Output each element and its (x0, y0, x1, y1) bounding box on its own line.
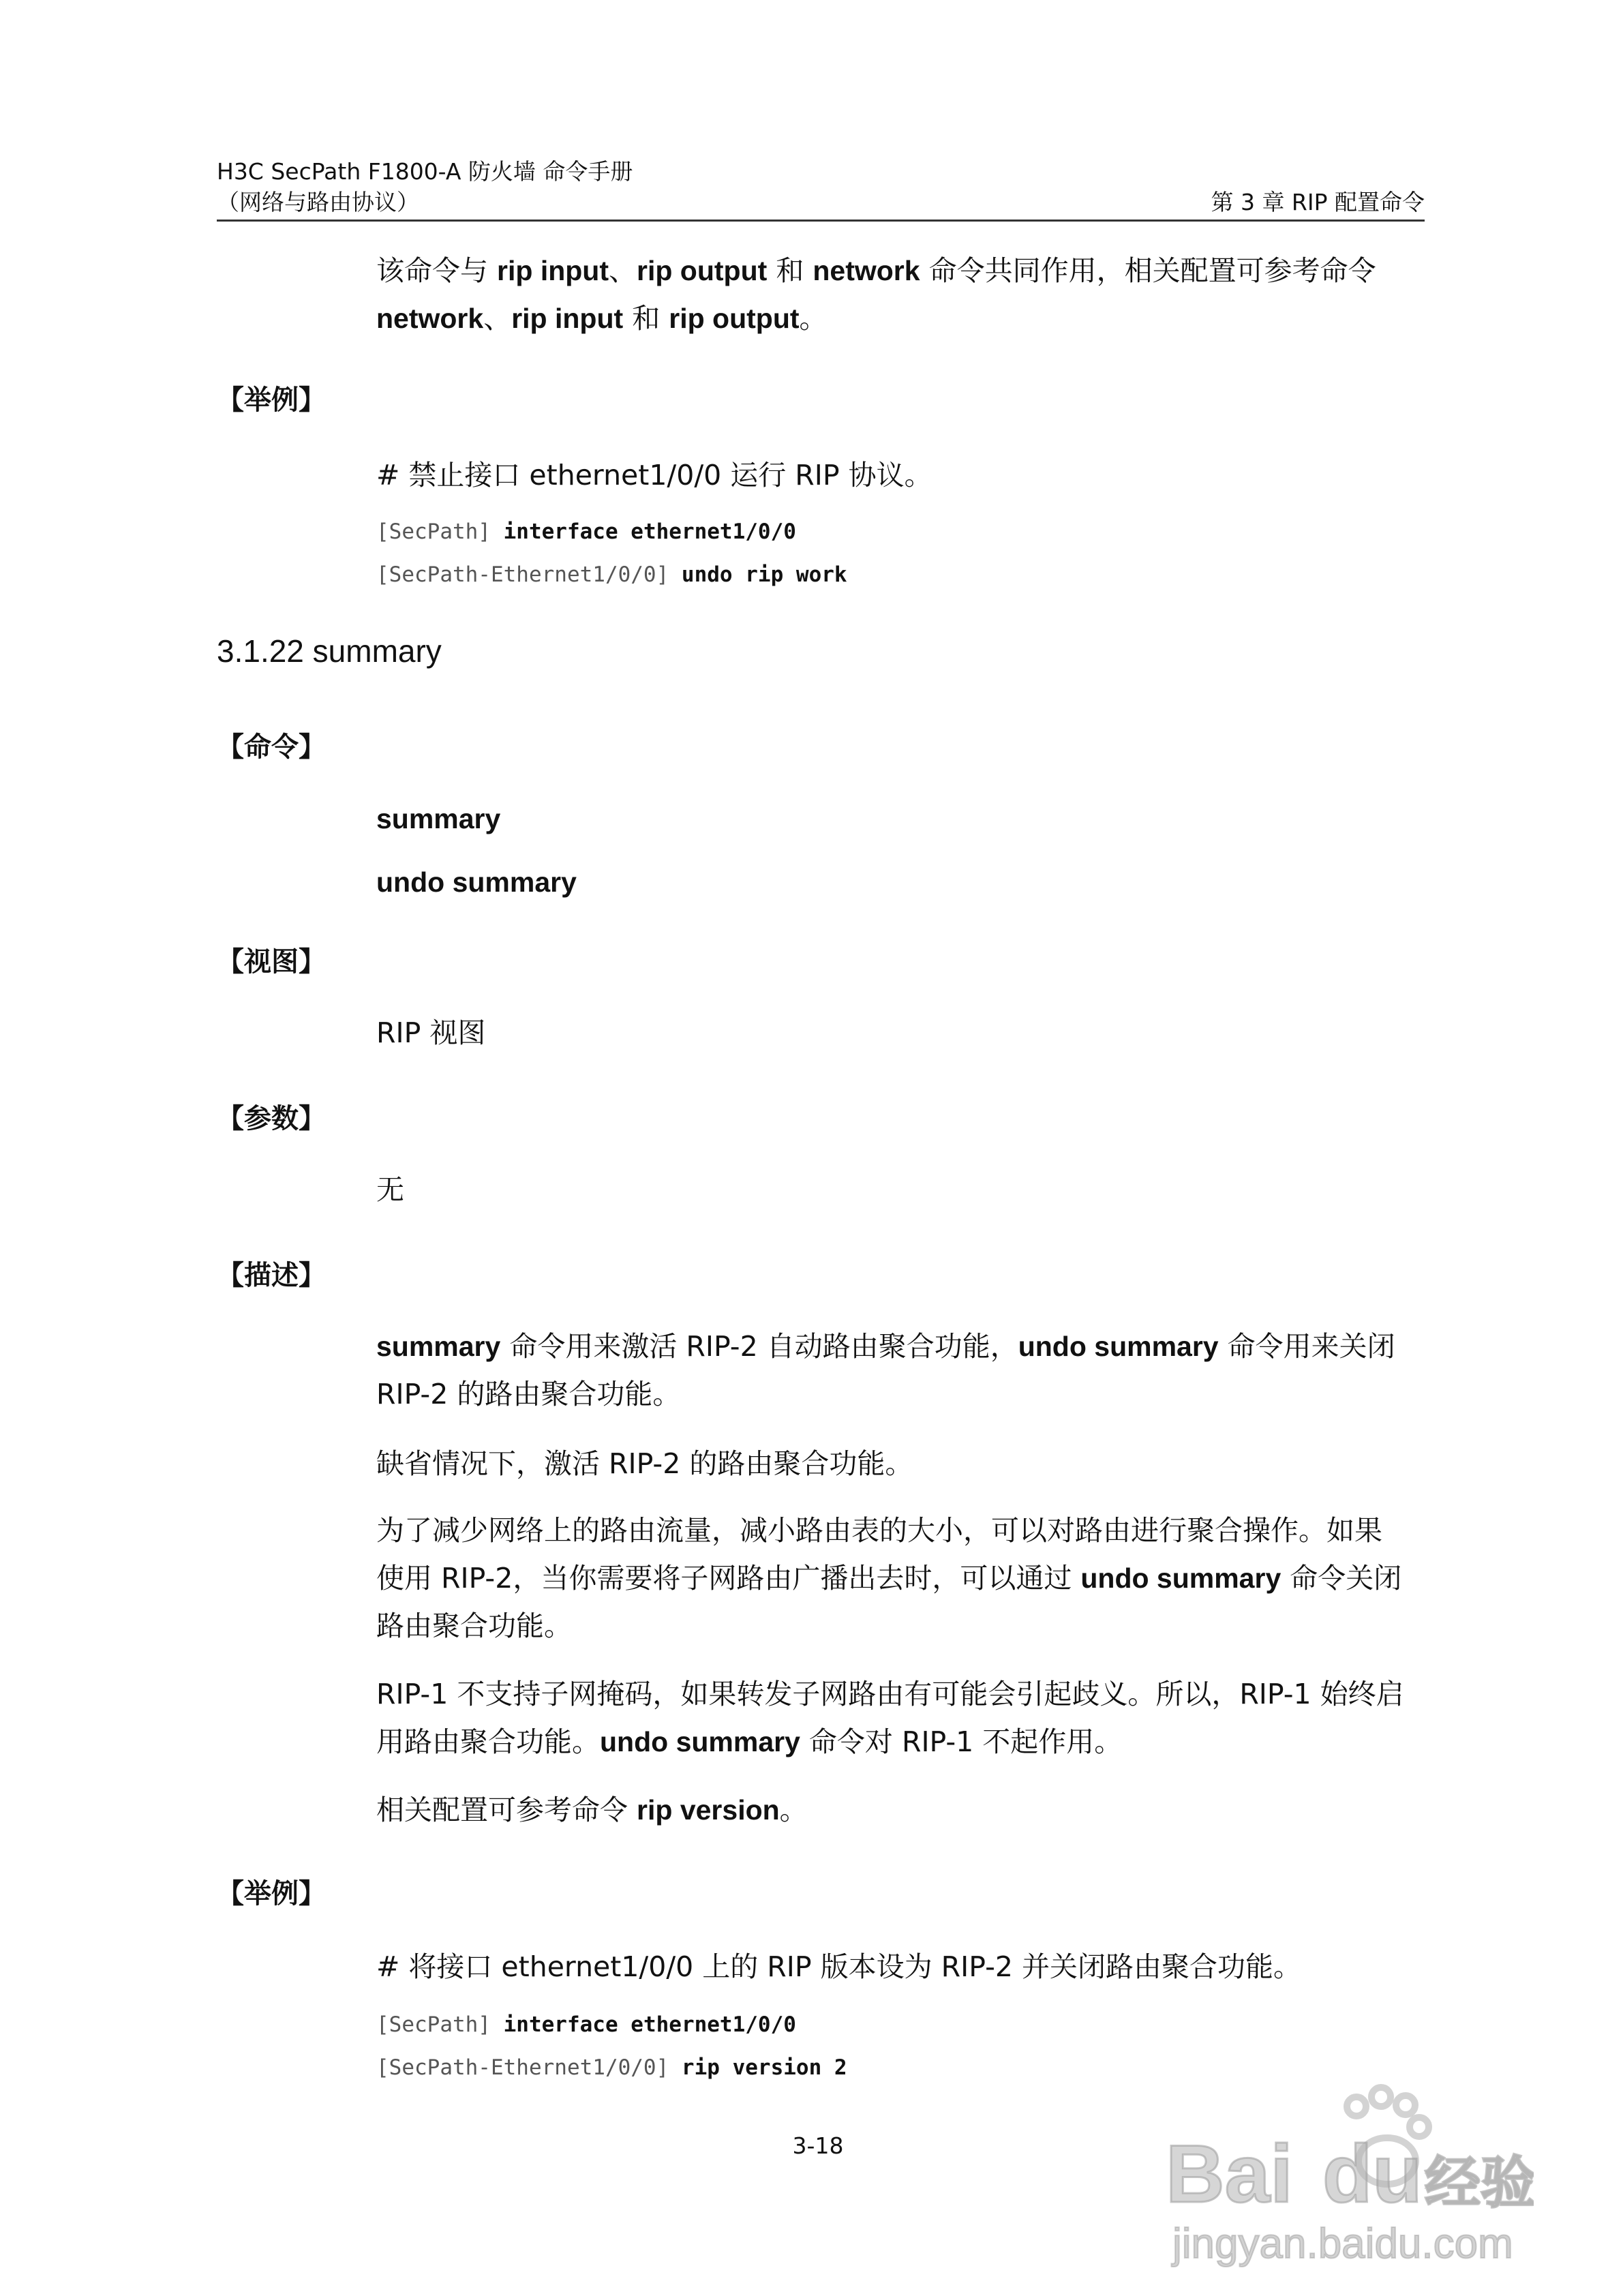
params-label: 【参数】 (217, 1103, 326, 1134)
command-label: 【命令】 (217, 731, 326, 763)
view-label: 【视图】 (217, 946, 326, 978)
section-heading: 3.1.22 summary (217, 633, 442, 669)
baidu-jingyan-watermark-logo (1152, 2072, 1534, 2277)
description-paragraph: 缺省情况下，激活 RIP-2 的路由聚合功能。 (376, 1447, 913, 1480)
example-description: # 禁止接口 ethernet1/0/0 运行 RIP 协议。 (376, 459, 932, 492)
page-number: 3-18 (792, 2132, 844, 2159)
header-title: H3C SecPath F1800-A 防火墙 命令手册 (217, 158, 633, 185)
description-paragraph: 为了减少网络上的路由流量，减小路由表的大小，可以对路由进行聚合操作。如果 使用 RIP-2，当你需要将子网路由广播出去时，可以通过 undo summary 命令关闭 路由聚合功能。 (376, 1514, 1402, 1642)
svg-text:Bai: Bai (1166, 2128, 1293, 2220)
command-syntax: summary (376, 803, 501, 834)
description-paragraph: summary 命令用来激活 RIP-2 自动路由聚合功能，undo summary 命令用来关闭 RIP-2 的路由聚合功能。 (376, 1330, 1395, 1410)
description-paragraph: RIP-1 不支持子网掩码，如果转发子网路由有可能会引起歧义。所以，RIP-1 始终启 用路由聚合功能。undo summary 命令对 RIP-1 不起作用。 (376, 1678, 1404, 1758)
header-rule (217, 220, 1425, 222)
svg-text:jingyan.baidu.com: jingyan.baidu.com (1172, 2220, 1513, 2267)
example-label: 【举例】 (217, 384, 326, 416)
example-description: # 将接口 ethernet1/0/0 上的 RIP 版本设为 RIP-2 并关闭路由聚合功能。 (376, 1950, 1301, 1983)
code-line: [SecPath-Ethernet1/0/0] undo rip work (376, 562, 847, 587)
code-line: [SecPath] interface ethernet1/0/0 (376, 2012, 796, 2037)
params-text: 无 (376, 1173, 404, 1206)
view-text: RIP 视图 (376, 1016, 486, 1049)
svg-text:经验: 经验 (1425, 2151, 1534, 2216)
command-syntax-undo: undo summary (376, 866, 577, 898)
description-label: 【描述】 (217, 1260, 326, 1291)
description-paragraph: 相关配置可参考命令 rip version。 (376, 1794, 808, 1826)
intro-paragraph: 该命令与 rip input、rip output 和 network 命令共同作用，相关配置可参考命令 network、rip input 和 rip output。 (376, 254, 1376, 335)
example-label: 【举例】 (217, 1878, 326, 1909)
header-chapter: 第 3 章 RIP 配置命令 (1211, 189, 1425, 215)
header-subtitle: （网络与路由协议） (217, 189, 419, 215)
svg-text:du: du (1322, 2128, 1423, 2220)
code-line: [SecPath-Ethernet1/0/0] rip version 2 (376, 2055, 847, 2080)
code-line: [SecPath] interface ethernet1/0/0 (376, 519, 796, 544)
